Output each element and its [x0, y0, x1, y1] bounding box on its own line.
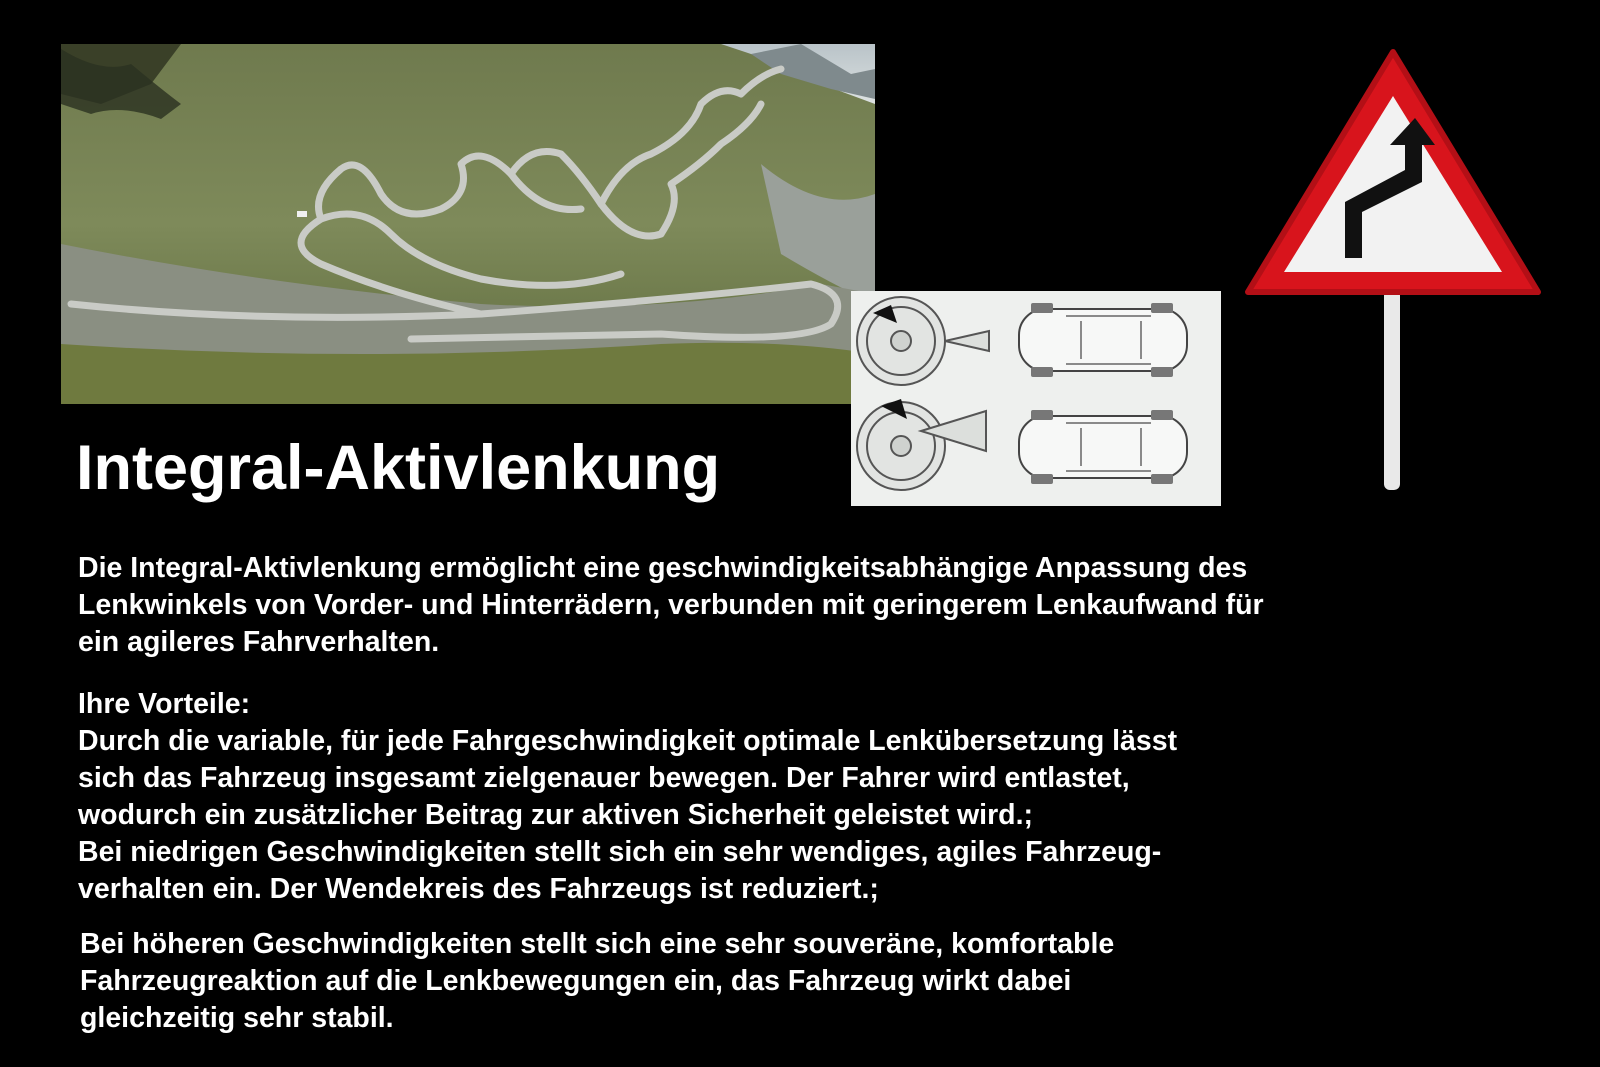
steering-diagram	[851, 291, 1221, 506]
advantages-line: sich das Fahrzeug insgesamt zielgenauer bewegen. Der Fahrer wird entlastet,	[78, 762, 1130, 794]
intro-line: Lenkwinkels von Vorder- und Hinterrädern, verbunden mit geringerem Lenkaufwand für	[78, 589, 1264, 621]
advantages-line: Durch die variable, für jede Fahrgeschwindigkeit optimale Lenkübersetzung lässt	[78, 725, 1178, 757]
advantages-line: verhalten ein. Der Wendekreis des Fahrzeugs ist reduziert.;	[78, 873, 879, 905]
intro-paragraph	[78, 550, 1264, 661]
advantages-line: wodurch ein zusätzlicher Beitrag zur aktiven Sicherheit geleistet wird.;	[78, 799, 1033, 831]
intro-line: Die Integral-Aktivlenkung ermöglicht eine geschwindigkeitsabhängige Anpassung des	[78, 552, 1248, 584]
page-title: Integral-Aktivlenkung	[76, 433, 721, 503]
higher-speed-paragraph	[80, 926, 1114, 1037]
advantages-paragraph	[78, 686, 1177, 908]
double-curve-sign-icon	[1240, 40, 1550, 505]
higher-speed-line: Bei höheren Geschwindigkeiten stellt sich eine sehr souveräne, komfortable	[80, 928, 1115, 960]
advantages-line: Bei niedrigen Geschwindigkeiten stellt sich ein sehr wendiges, agiles Fahrzeug-	[78, 836, 1162, 868]
advantages-heading: Ihre Vorteile:	[78, 688, 251, 720]
intro-line: ein agileres Fahrverhalten.	[78, 626, 440, 658]
higher-speed-line: Fahrzeugreaktion auf die Lenkbewegungen ein, das Fahrzeug wirkt dabei	[80, 965, 1072, 997]
higher-speed-line: gleichzeitig sehr stabil.	[80, 1002, 394, 1034]
mountain-pass-photo	[61, 44, 875, 404]
